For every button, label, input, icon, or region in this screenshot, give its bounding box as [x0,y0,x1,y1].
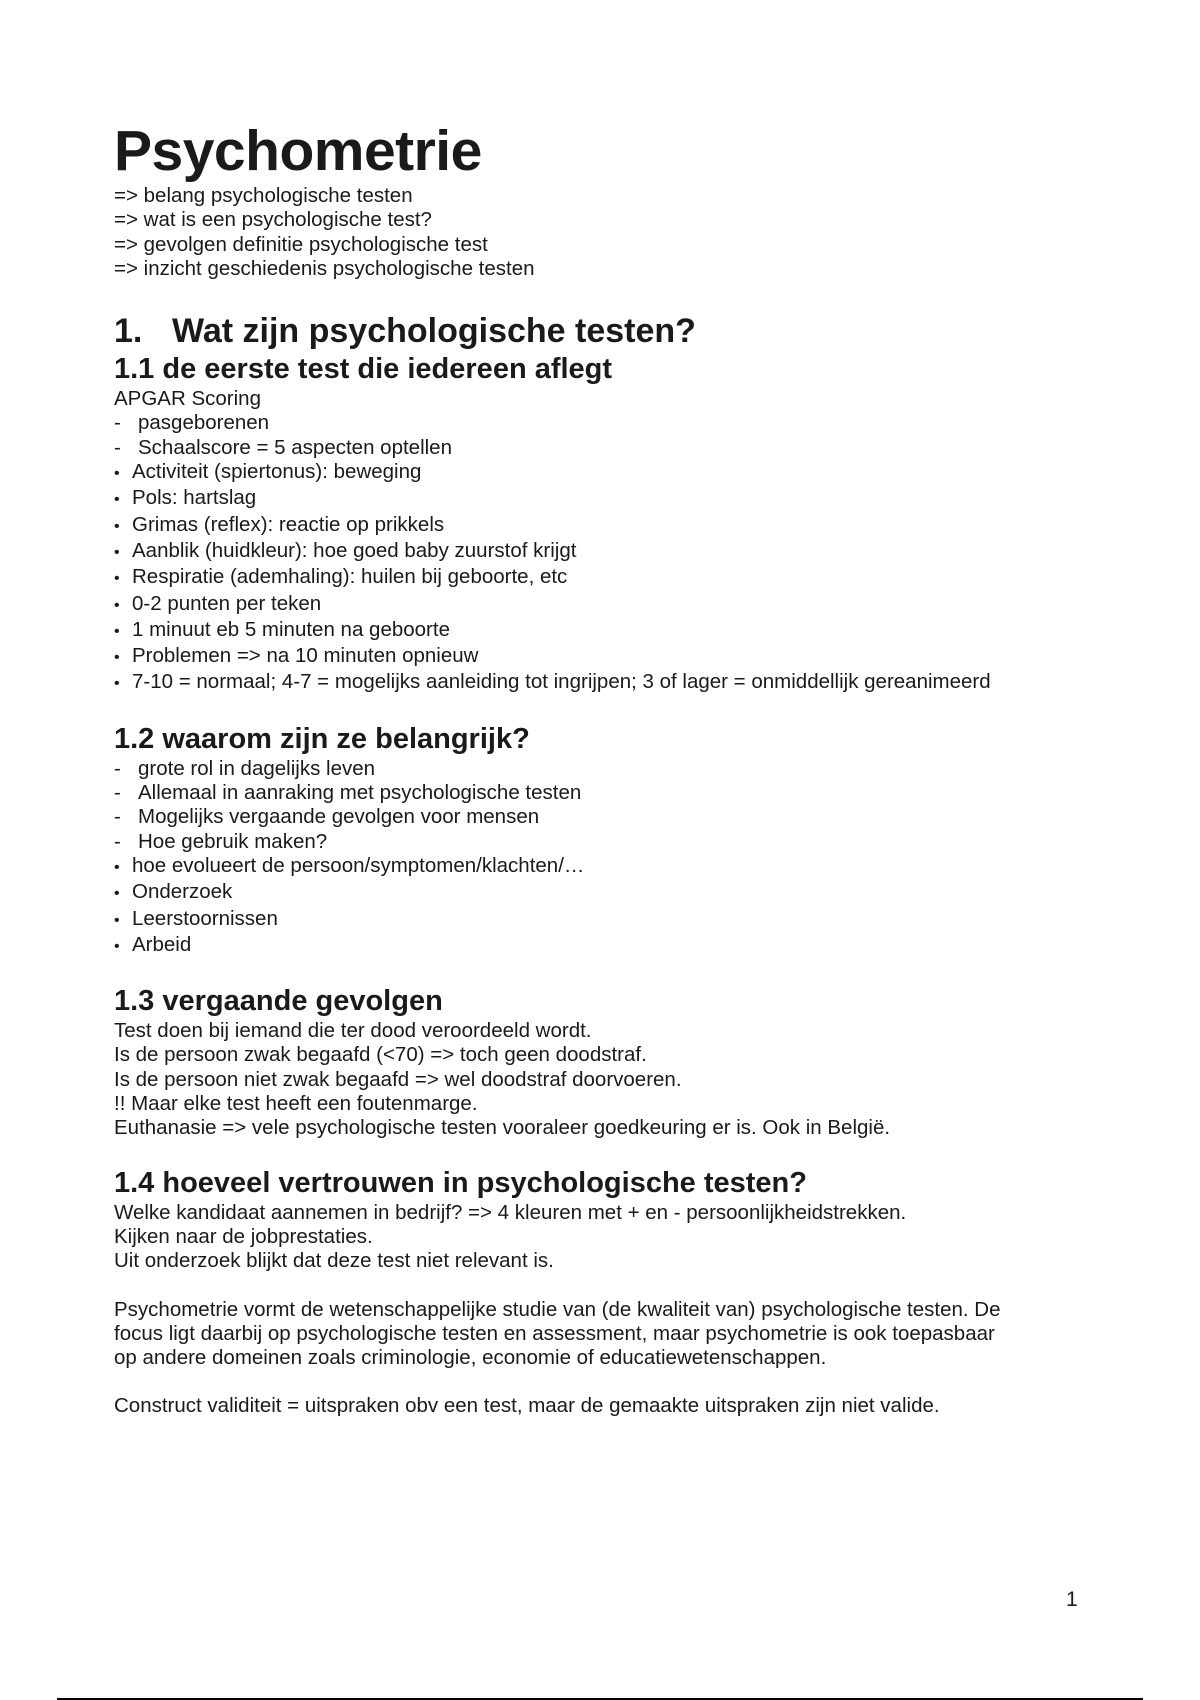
construct-validity-line: Construct validiteit = uitspraken obv een test, maar de gemaakte uitspraken zijn niet valide. [114,1394,940,1418]
section-1-4-heading: 1.4 hoeveel vertrouwen in psychologische testen? [114,1166,807,1199]
bullet-item: • Aanblik (huidkleur): hoe goed baby zuurstof krijgt [114,539,1094,565]
intro-list [114,184,1094,281]
section-1-3-heading: 1.3 vergaande gevolgen [114,985,443,1018]
intro-line: => inzicht geschiedenis psychologische testen [114,256,535,280]
bullet-item: • hoe evolueert de persoon/symptomen/klachten/… [114,854,1094,880]
paragraph-gap [114,1274,1094,1298]
text-line: Is de persoon zwak begaafd (<70) => toch geen doodstraf. [114,1043,647,1067]
section-1-title: Wat zijn psychologische testen? [172,312,696,351]
bullet-item: • Arbeid [114,933,1094,959]
section-1-1-lead: APGAR Scoring [114,387,261,411]
bullet-item: • Activiteit (spiertonus): beweging [114,460,1094,486]
document-title: Psychometrie [114,119,482,183]
intro-line: => gevolgen definitie psychologische test [114,232,488,256]
text-line: Kijken naar de jobprestaties. [114,1224,373,1248]
bullet-item: • Grimas (reflex): reactie op prikkels [114,513,1094,539]
bullet-item: • Leerstoornissen [114,907,1094,933]
intro-line: => belang psychologische testen [114,184,413,207]
paragraph-line: Psychometrie vormt de wetenschappelijke studie van (de kwaliteit van) psychologische testen. De [114,1297,1001,1321]
dash-item: - grote rol in dagelijks leven [114,757,1094,781]
section-1-heading [114,311,1094,351]
paragraph-line: op andere domeinen zoals criminologie, economie of educatiewetenschappen. [114,1346,827,1370]
text-line: Euthanasie => vele psychologische testen vooraleer goedkeuring er is. Ook in België. [114,1116,891,1140]
dash-item: - Schaalscore = 5 aspecten optellen [114,436,1094,460]
bullet-item: • Respiratie (ademhaling): huilen bij geboorte, etc [114,565,1094,591]
intro-line: => wat is een psychologische test? [114,208,432,232]
page-number: 1 [1066,1588,1078,1611]
bullet-item: • Pols: hartslag [114,486,1094,512]
document-page [114,118,1094,1419]
text-line: Is de persoon niet zwak begaafd => wel doodstraf doorvoeren. [114,1067,682,1091]
bullet-item: • 1 minuut eb 5 minuten na geboorte [114,618,1094,644]
dash-item: - Hoe gebruik maken? [114,830,1094,854]
text-line: Welke kandidaat aannemen in bedrijf? => 4 kleuren met + en - persoonlijkheidstrekken. [114,1200,907,1224]
dash-item: - pasgeborenen [114,411,1094,435]
section-1-1-heading: 1.1 de eerste test die iedereen aflegt [114,353,613,386]
paragraph-gap [114,1370,1094,1394]
bullet-item: • 7-10 = normaal; 4-7 = mogelijks aanleiding tot ingrijpen; 3 of lager = onmiddellijk gereanimeerd [114,670,1094,696]
dash-item: - Mogelijks vergaande gevolgen voor mensen [114,805,1094,829]
bullet-item: • 0-2 punten per teken [114,592,1094,618]
section-1-2-heading: 1.2 waarom zijn ze belangrijk? [114,722,530,755]
paragraph-line: focus ligt daarbij op psychologische testen en assessment, maar psychometrie is ook toepasbaar [114,1321,995,1345]
dash-item: - Allemaal in aanraking met psychologische testen [114,781,1094,805]
bullet-item: • Problemen => na 10 minuten opnieuw [114,644,1094,670]
bullet-item: • Onderzoek [114,880,1094,906]
text-line: Uit onderzoek blijkt dat deze test niet relevant is. [114,1249,554,1273]
text-line: !! Maar elke test heeft een foutenmarge. [114,1092,478,1116]
text-line: Test doen bij iemand die ter dood veroordeeld wordt. [114,1019,592,1043]
section-1-number: 1. [114,312,143,351]
